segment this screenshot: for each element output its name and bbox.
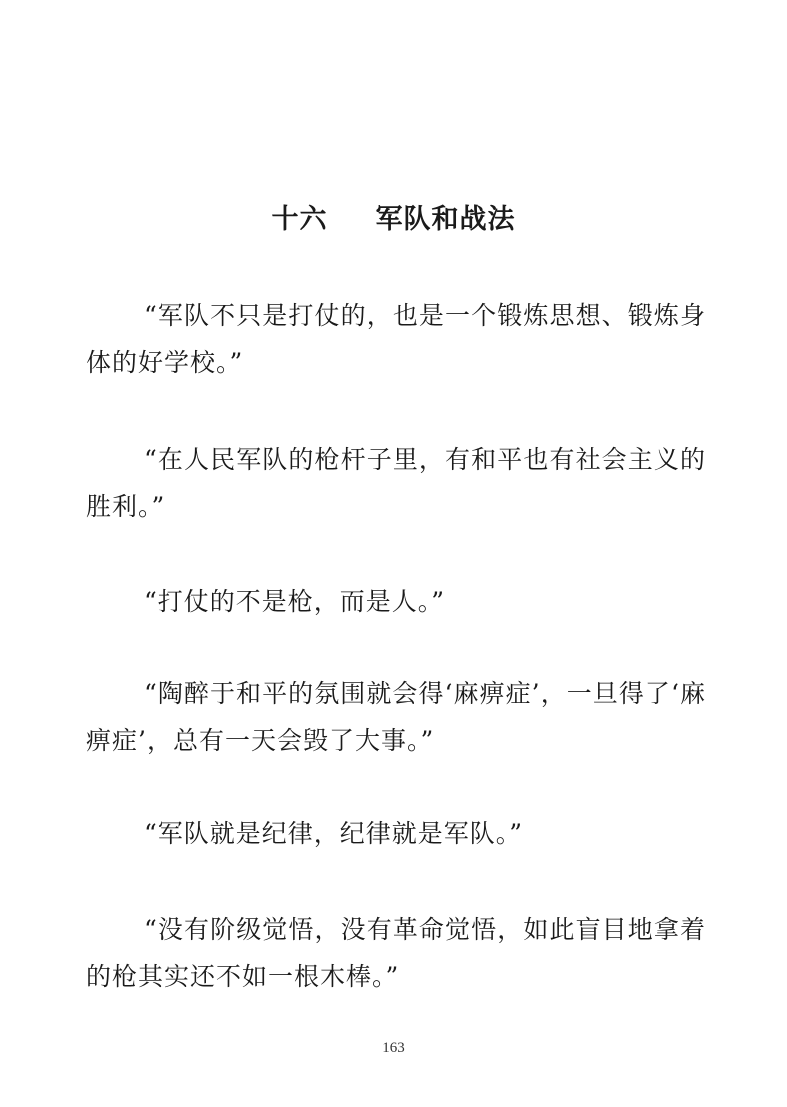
quote-paragraph: “军队就是纪律，纪律就是军队。” xyxy=(144,819,524,848)
quote-paragraph: “陶醉于和平的氛围就会得‘麻痹症’，一旦得了‘麻痹症’，总有一天会毁了大事。” xyxy=(86,679,706,755)
chapter-heading xyxy=(0,200,787,240)
chapter-title: 军队和战法 xyxy=(375,204,516,235)
quote-paragraph: “在人民军队的枪杆子里，有和平也有社会主义的胜利。” xyxy=(86,445,706,521)
quote-paragraph: “没有阶级觉悟，没有革命觉悟，如此盲目地拿着的枪其实还不如一根木棒。” xyxy=(86,915,706,991)
page-number: 163 xyxy=(382,1040,405,1056)
chapter-number: 十六 xyxy=(271,204,328,235)
quote-paragraph: “军队不只是打仗的，也是一个锻炼思想、锻炼身体的好学校。” xyxy=(86,301,706,377)
quote-paragraph: “打仗的不是枪，而是人。” xyxy=(144,587,446,616)
